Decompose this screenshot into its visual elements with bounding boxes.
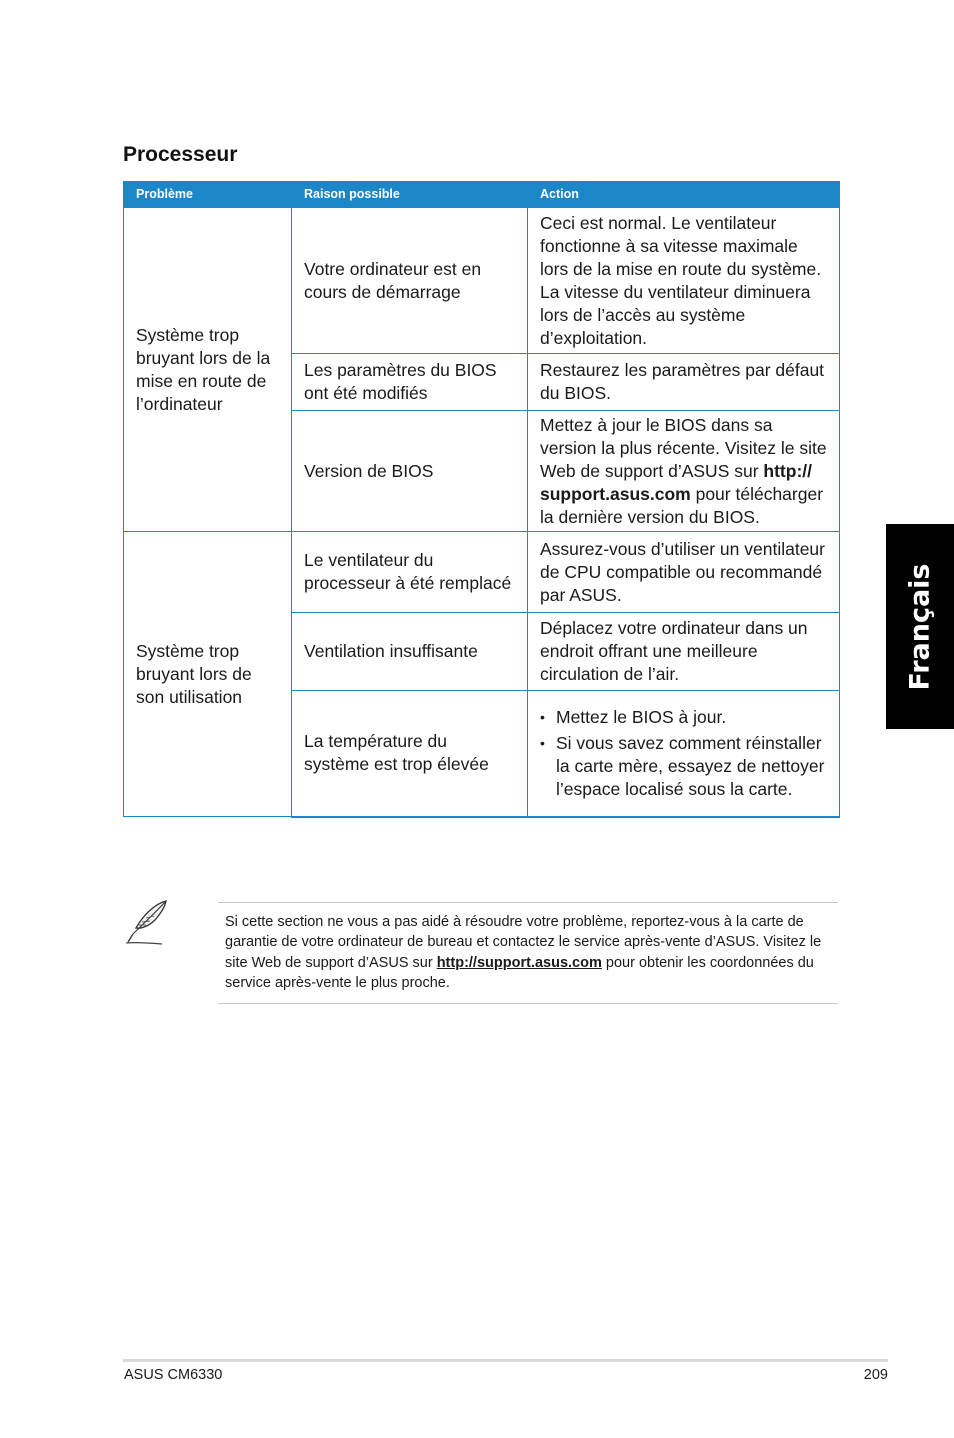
action-bullet-list	[540, 706, 827, 801]
troubleshooting-table	[123, 181, 840, 818]
table-row	[124, 532, 840, 613]
support-link[interactable]: http:// support.asus.com	[540, 460, 812, 504]
feather-pen-icon	[122, 898, 172, 948]
list-item: • Si vous savez comment réinstaller la carte mère, essayez de nettoyer l’espace localisé sous la carte.	[540, 732, 827, 801]
reason-cell: Ventilation insuffisante	[292, 613, 528, 691]
page-number: 209	[863, 1367, 888, 1383]
note-text-part: Si cette section ne vous a pas aidé à résoudre votre problème, reportez-vous à la carte de garantie de votre ordinateur de bureau et contactez le service après-vente d’ASUS. Visitez le site Web de support d’ASUS sur	[225, 914, 822, 971]
header-problem: Problème	[124, 181, 292, 208]
action-text: Mettez à jour le BIOS dans sa version la plus récente. Visitez le site Web de support d’ASUS sur	[540, 414, 827, 481]
table-header-row	[124, 181, 840, 208]
note-divider-bottom	[218, 1003, 838, 1004]
table-row	[124, 208, 840, 354]
language-tab	[886, 524, 954, 729]
action-cell: Ceci est normal. Le ventilateur fonctionne à sa vitesse maximale lors de la mise en route du système. La vitesse du ventilateur diminuera lors de l’accès au système d’exploitation.	[528, 208, 840, 354]
note-text	[225, 912, 841, 993]
reason-cell: La température du système est trop élevée	[292, 691, 528, 817]
reason-cell: Le ventilateur du processeur à été remplacé	[292, 532, 528, 613]
action-cell	[528, 691, 840, 817]
problem-cell: Système trop bruyant lors de la mise en route de l’ordinateur	[124, 208, 292, 532]
note-divider-top	[218, 902, 838, 903]
note-text-part: pour obtenir les coordonnées du service après-vente le plus proche.	[225, 954, 814, 991]
problem-cell: Système trop bruyant lors de son utilisation	[124, 532, 292, 817]
action-cell: Assurez-vous d’utiliser un ventilateur de CPU compatible ou recommandé par ASUS.	[528, 532, 840, 613]
language-label: Français	[904, 562, 936, 691]
note-support-link[interactable]: http://support.asus.com	[436, 954, 602, 971]
footer-divider	[123, 1359, 888, 1362]
footer-product: ASUS CM6330	[124, 1367, 223, 1383]
action-cell: Déplacez votre ordinateur dans un endroit offrant une meilleure circulation de l’air.	[528, 613, 840, 691]
reason-cell: Version de BIOS	[292, 411, 528, 532]
reason-cell: Votre ordinateur est en cours de démarrage	[292, 208, 528, 354]
header-reason: Raison possible	[292, 181, 528, 208]
action-text: pour télécharger la dernière version du BIOS.	[540, 483, 824, 527]
list-item: • Mettez le BIOS à jour.	[540, 706, 827, 729]
action-cell: Restaurez les paramètres par défaut du BIOS.	[528, 354, 840, 411]
header-action: Action	[528, 181, 840, 208]
reason-cell: Les paramètres du BIOS ont été modifiés	[292, 354, 528, 411]
action-cell	[528, 411, 840, 532]
section-title: Processeur	[123, 143, 238, 166]
